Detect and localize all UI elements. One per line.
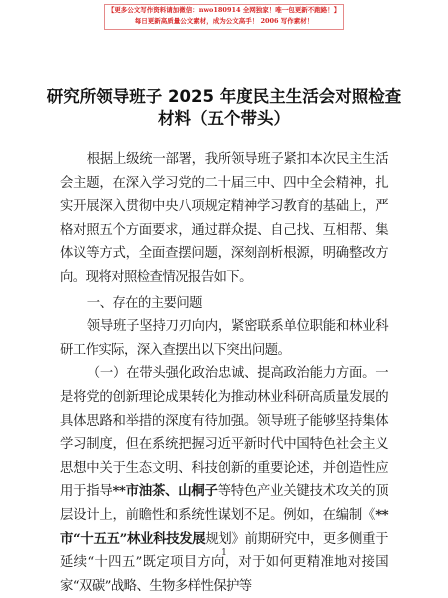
intro-paragraph: 根据上级统一部署，我所领导班子紧扣本次民主生活会主题，在深入学习党的二十届三中、四中全会精神，扎实开展深入贯彻中央八项规定精神学习教育的基础上，严格对照五个方面要求，通过群众提、自己找、互相帮、集体议等方式，全面查摆问题，深刻剖析根源，明确整改方向。现将对照检查情况报告如下。: [60, 152, 388, 285]
promo-banner: [104, 4, 344, 30]
promo-banner-line1: 【更多公文写作资料请加微信：nwo180914 全网独家！唯一包更新不跑路！】: [107, 6, 341, 14]
document-title-line1: 研究所领导班子 2025 年度民主生活会对照检查: [46, 87, 402, 106]
problem-1-emphasis-a: **市油茶、山桐子: [112, 483, 218, 500]
document-title-line2: 材料（五个带头）: [158, 109, 290, 128]
problems-intro-paragraph: 领导班子坚持刀刃向内，紧密联系单位职能和林业科研工作实际，深入查摆出以下突出问题。: [60, 319, 388, 358]
problem-1-text-c: 规划》前期研究中，更多侧重于延续“十四五”既定项目方向，对于如何更精准地对接国家“双碳”战略、生物多样性保护等: [60, 531, 388, 594]
problem-1-emphasis-b: **市“十五五”林业科技发展: [60, 506, 388, 547]
problem-1-text-b: 等特色产业关键技术攻关的顶层设计上，前瞻性和系统性谋划不足。例如，在编制《: [60, 484, 388, 523]
problem-1-paragraph: [60, 362, 388, 598]
promo-banner-line2: 每日更新高质量公文素材，成为公文高手！ 2006 写作素材！: [134, 17, 314, 25]
problem-1-heading: （一）在带头强化政治忠诚、提高政治能力方面。: [86, 366, 376, 382]
document-body: [60, 148, 388, 598]
page-number: 1: [221, 548, 227, 558]
section-heading-problems: 一、存在的主要问题: [86, 295, 202, 311]
problem-1-text-a: 一是将党的创新理论成果转化为推动林业科研高质量发展的具体思路和举措的深度有待加强。领导班子能够坚持集体学习制度，但在系统把握习近平新时代中国特色社会主义思想中关于生态文明、科技创新的重要论述，并创造性应用于指导: [60, 366, 388, 500]
